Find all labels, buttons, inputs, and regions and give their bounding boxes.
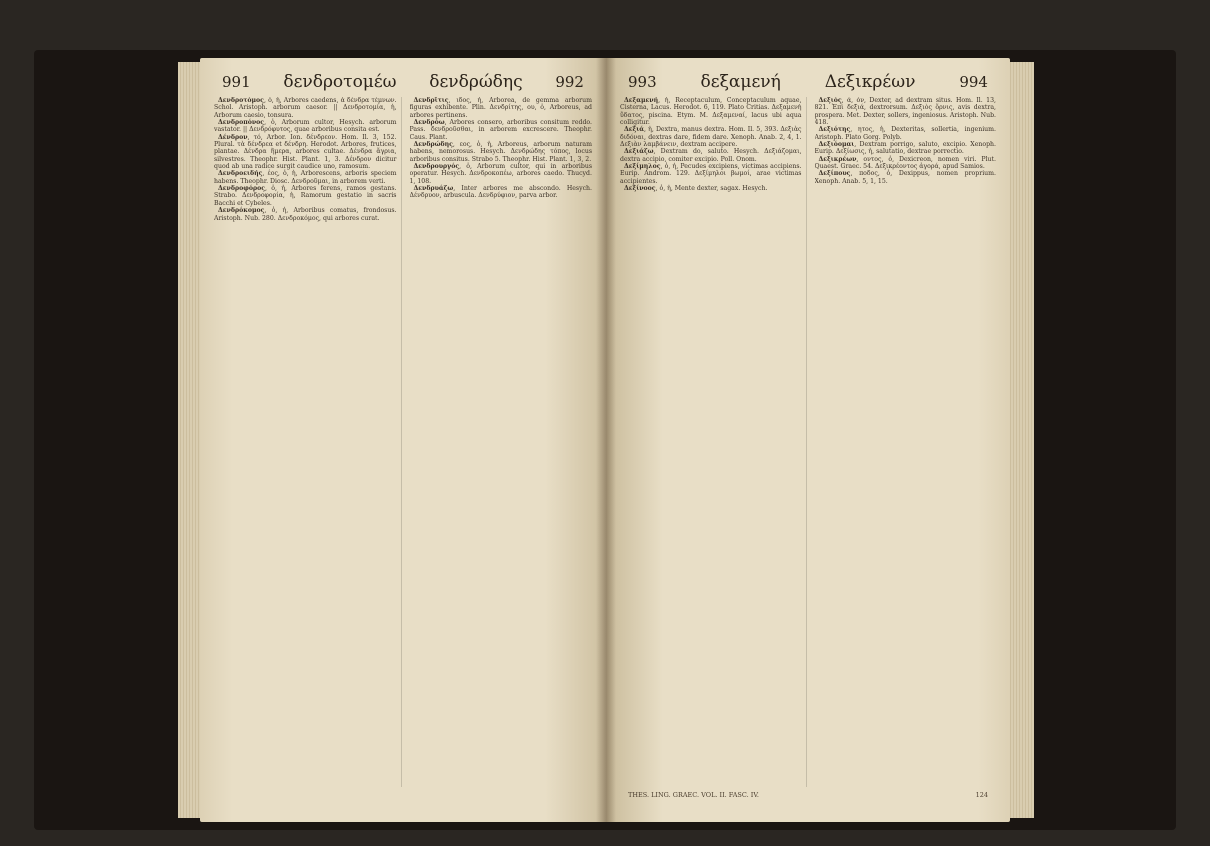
entry-lemma: Δενδρῖτις [413, 97, 449, 104]
dictionary-entry [620, 126, 802, 148]
entry-definition: , ὁ, ἡ, Arbores ferens, ramos gestans. Strabo. Δενδροφορία, ἡ, Ramorum gestatio in sacris Bacchi et Cybeles. [214, 185, 397, 207]
headword-left-b: δενδρώδης [429, 72, 523, 92]
entry-lemma: Δεξιότης [818, 126, 851, 134]
dictionary-entry [815, 156, 997, 171]
entry-lemma: Δεξίπους [818, 170, 851, 178]
dictionary-entry [410, 97, 593, 119]
footer-sheet-number: 124 [975, 791, 988, 799]
entry-definition: , ἡ, Dextra, manus dextra. Hom. Il. 5, 393. Δεξιὰς διδόναι, dextras dare, fidem dare. Xenoph. Anab. 2, 4, 1. Δεξιὰν λαμβάνειν, dextram accipere. [620, 126, 802, 149]
dictionary-entry [214, 170, 397, 185]
entry-definition: , ά, όν, Dexter, ad dextram situs. Hom. Il. 13, 821. Ἐπὶ δεξιά, dextrorsum. Δεξιὸς ὄρνις, avis dextra, prospera. Met. Dexter, sollers, ingeniosus. Aristoph. Nub. 418. [814, 97, 996, 127]
entry-definition: , οντος, ὁ, Dexicreon, nomen viri. Plut. Quaest. Graec. 54. Δεξικρέοντος ἀγορά, apud Samios. [814, 155, 996, 171]
dictionary-entry [214, 119, 397, 134]
entry-lemma: Δενδρουργός [413, 163, 460, 171]
right-page-column-1 [620, 97, 807, 787]
entry-definition: , ὁ, Arborum cultor, Hesych. arborum vastator. || Δενδρόφυτος, quae arboribus consita est. [214, 119, 397, 134]
entry-lemma: Δενδροφόρος [218, 185, 265, 193]
footer-signature: THES. LING. GRAEC. VOL. II. FASC. IV. [628, 791, 759, 799]
dictionary-entry [214, 207, 397, 222]
entry-lemma: Δεξιά [624, 126, 644, 134]
page-number-991: 991 [222, 73, 251, 91]
entry-lemma: Δενδροτόμος [218, 97, 264, 104]
entry-definition: , εος, ὁ, ἡ, Arboreus, arborum naturam habens, nemorosus. Hesych. Δενδρώδης τόπος, locus arboribus consitus. Strabo 5. Theophr. Hist. Plant. 1, 3, 2. [409, 141, 592, 163]
right-page [606, 58, 1010, 822]
dictionary-entry [214, 185, 397, 207]
entry-definition: , ιδος, ἡ, Arborea, de gemma arborum figuras exhibente. Plin. Δενδρίτης, ου, ὁ, Arboreus, ad arbores pertinens. [409, 97, 592, 119]
entry-lemma: Δεξαμενή [624, 97, 659, 104]
entry-lemma: Δενδροειδής [218, 170, 263, 178]
left-page-column-2 [410, 97, 593, 787]
entry-lemma: Δεξιός [818, 97, 842, 104]
entry-definition: , Arbores consero, arboribus consitum reddo. Pass. δενδροῦσθαι, in arborem excrescere. Theophr. Caus. Plant. [409, 119, 592, 141]
book-gutter [596, 58, 616, 822]
entry-definition: , ητος, ἡ, Dexteritas, sollertia, ingenium. Aristoph. Plato Gorg. Polyb. [814, 126, 996, 141]
dictionary-entry [410, 163, 593, 185]
entry-lemma: Δενδρόω [413, 119, 445, 127]
entry-definition: , Inter arbores me abscondo. Hesych. Δένδρυον, arbuscula. Δενδρύφιον, parva arbor. [409, 185, 592, 200]
dictionary-entry [815, 170, 997, 185]
entry-definition: , τό, Arbor. Ion. δένδρεον. Hom. Il. 3, 152. Plural. τὰ δένδρεα et δένδρη. Herodot. Arbores, frutices, plantae. Δένδρα ἥμερα, arbores cultae. Δένδρα ἄγρια, silvestres. Theophr. Hist. Plant. 1, 3. Δένδρον dicitur quod ab una radice surgit caudice uno, ramosum. [214, 133, 397, 171]
entry-lemma: Δεξιόομαι [818, 141, 855, 149]
entry-lemma: Δεξίνοος [624, 185, 656, 193]
entry-definition: , ὁ, Arborum cultor, qui in arboribus operatur. Hesych. Δενδροκοπέω, arbores caedo. Thucyd. 1, 108. [409, 163, 592, 185]
page-number-994: 994 [959, 73, 988, 91]
dictionary-entry [815, 97, 997, 126]
entry-lemma: Δενδρόκομος [218, 207, 265, 215]
dictionary-entry [620, 163, 802, 185]
left-page-header [214, 72, 592, 92]
dictionary-entry [815, 141, 997, 156]
page-number-992: 992 [555, 73, 584, 91]
left-page [200, 58, 606, 822]
entry-definition: , ὁ, ἡ, Arboribus comatus, frondosus. Aristoph. Nub. 280. Δενδροκόμος, qui arbores curat. [214, 207, 397, 222]
entry-definition: , ποδος, ὁ, Dexippus, nomen proprium. Xenoph. Anab. 5, 1, 15. [814, 170, 996, 185]
dictionary-entry [620, 148, 802, 163]
dictionary-entry [214, 134, 397, 171]
entry-lemma: Δενδρυάζω [413, 185, 454, 193]
page-number-993: 993 [628, 73, 657, 91]
entry-definition: , ὁ, ἡ, Arbores caedens, ἀ δένδρα τέμνων. Schol. Aristoph. arborum caesor. || Δενδροτομία, ἡ, Arborum caesio, tonsura. [214, 97, 397, 119]
entry-definition: , Dextram do, saluto. Hesych. Δεξιάζομαι, dextra accipio, comiter excipio. Poll. Onom. [620, 148, 802, 163]
dictionary-entry [410, 141, 593, 163]
right-page-column-2 [815, 97, 997, 787]
entry-lemma: Δενδροπόνος [218, 119, 265, 127]
dictionary-entry [410, 185, 593, 200]
headword-left-a: δενδροτομέω [283, 72, 397, 92]
entry-definition: , ὁ, ἡ, Pecudes excipiens, victimas accipiens. Eurip. Androm. 129. Δεξίμηλοι βωμοί, arae victimas accipientes. [620, 163, 802, 185]
left-page-column-1 [214, 97, 402, 787]
right-page-header [620, 72, 996, 92]
entry-definition: , ἡ, Receptaculum, Conceptaculum aquae, Cisterna, Lacus. Herodot. 6, 119. Plato Critias. Δεξαμενὴ ὕδατος, piscina. Etym. M. Δεξαμεναί, lacus ubi aqua colligitur. [620, 97, 802, 127]
entry-definition: , ὁ, ἡ, Mente dexter, sagax. Hesych. [655, 185, 768, 193]
headword-right-b: Δεξικρέων [824, 72, 916, 92]
dictionary-entry [214, 97, 397, 119]
entry-lemma: Δεξιάζω [624, 148, 654, 156]
page-edge-right [1008, 62, 1034, 818]
dictionary-entry [815, 126, 997, 141]
headword-right-a: δεξαμενή [700, 72, 781, 92]
entry-lemma: Δεξικρέων [818, 155, 857, 163]
entry-lemma: Δένδρον [218, 133, 248, 141]
page-edge-left [178, 62, 202, 818]
dictionary-entry [620, 97, 802, 126]
right-page-footer [620, 791, 996, 799]
entry-lemma: Δεξίμηλος [624, 163, 661, 171]
dictionary-entry [620, 185, 802, 192]
entry-definition: , έος, ὁ, ἡ, Arborescens, arboris speciem habens. Theophr. Diosc. Δενδροῦμαι, in arborem verti. [214, 170, 397, 185]
dictionary-entry [410, 119, 593, 141]
entry-definition: , Dextram porrigo, saluto, excipio. Xenoph. Eurip. Δεξίωσις, ἡ, salutatio, dextrae porrectio. [814, 141, 996, 156]
entry-lemma: Δενδρώδης [413, 141, 453, 149]
